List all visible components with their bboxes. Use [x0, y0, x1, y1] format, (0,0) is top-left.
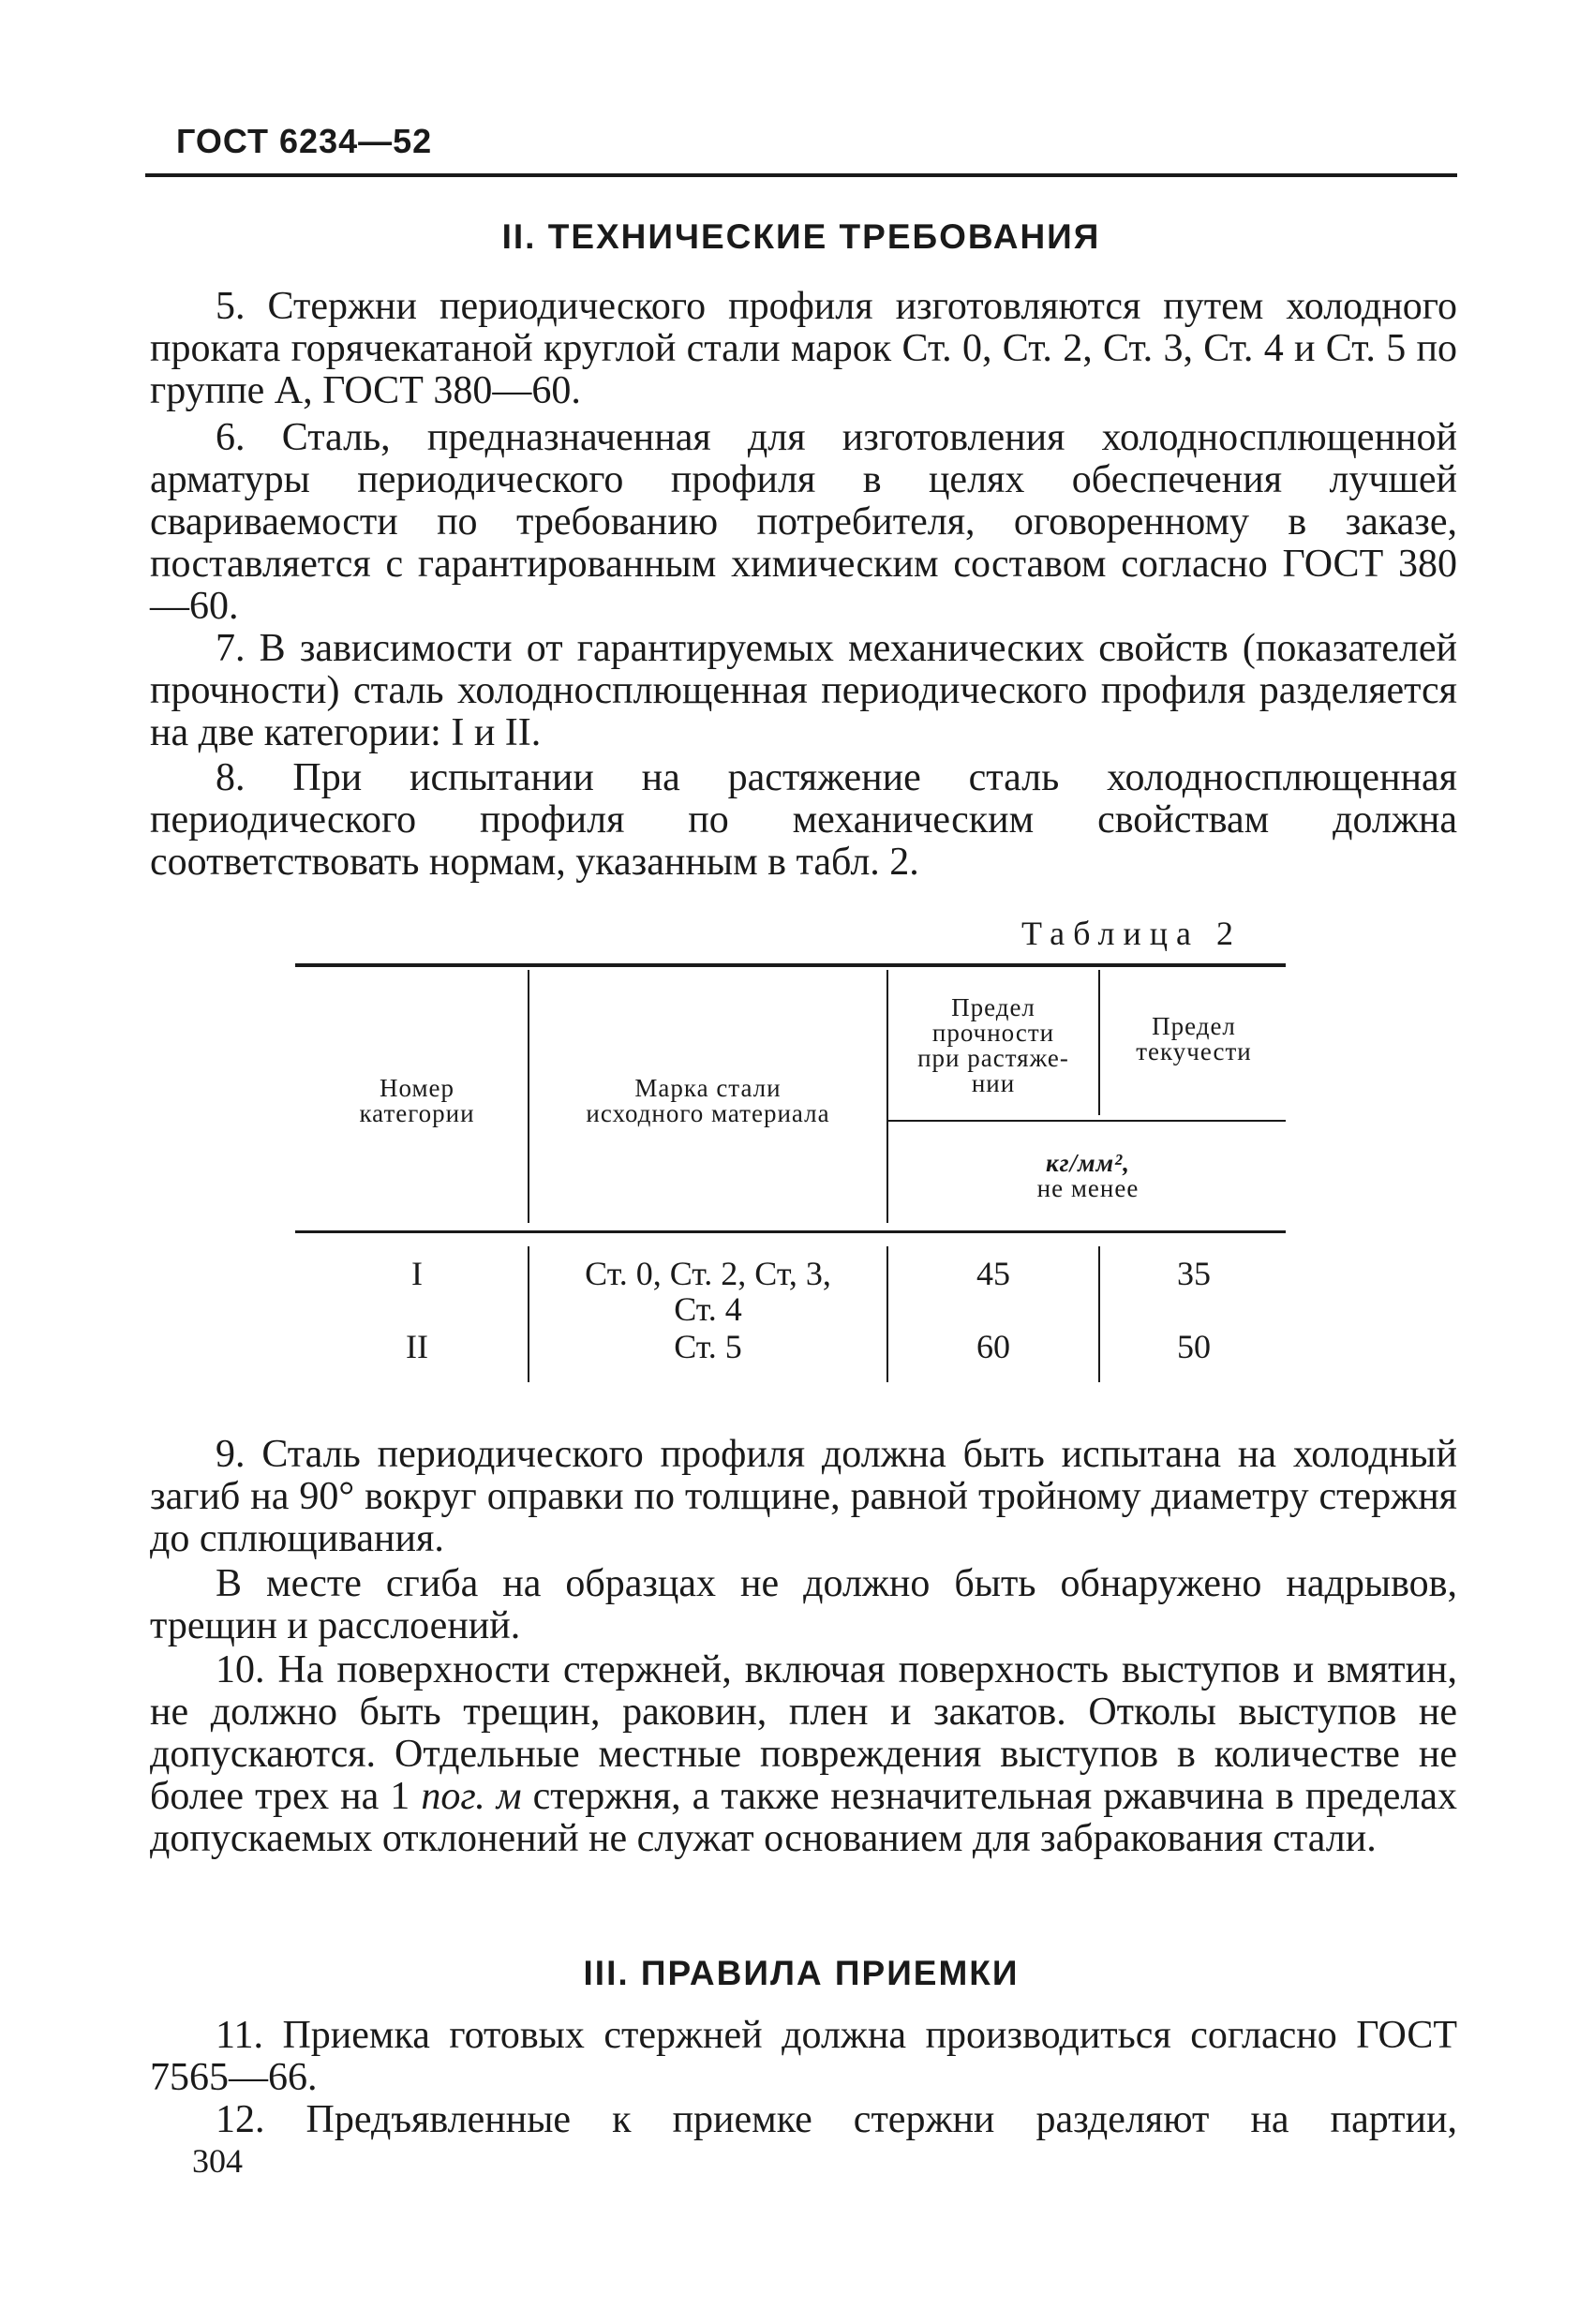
- cell-category: II: [406, 1328, 428, 1365]
- th-unit-line2: не менее: [1036, 1174, 1140, 1202]
- table-caption: Таблица 2: [1021, 915, 1242, 952]
- th-category: [309, 1076, 525, 1126]
- paragraph-10-text-b: стержня, а также незначительная ржавчина в пределах допускаемых отклонений не служат основанием для забракования стали.: [150, 1775, 1458, 1860]
- paragraph-5: 5. Стержни периодического профиля изготовляются путем холодного проката горячекатаной круглой стали марок Ст. 0, Ст. 2, Ст. 3, Ст. 4 и Ст. 5 по группе А, ГОСТ 380—60.: [150, 285, 1457, 412]
- cell-grade: [532, 1329, 884, 1364]
- th-steel-grade: [532, 1076, 884, 1126]
- cell-yield: 50: [1177, 1328, 1211, 1365]
- header-rule: [145, 173, 1457, 177]
- th-tensile-line3: при растяже-: [917, 1044, 1069, 1072]
- th-unit-line1: кг/мм²,: [1046, 1149, 1130, 1177]
- paragraph-10: [150, 1649, 1457, 1860]
- cell-grade-line2: Ст. 4: [674, 1290, 742, 1328]
- table-vline-2: [886, 970, 888, 1223]
- table-vline-3: [1098, 970, 1100, 1115]
- cell-tensile: 45: [976, 1255, 1010, 1292]
- cell-grade: [532, 1256, 884, 1327]
- th-yield-line1: Предел: [1152, 1012, 1236, 1040]
- cell-grade-line1: Ст. 0, Ст. 2, Ст, 3,: [585, 1255, 831, 1292]
- th-yield-line2: текучести: [1136, 1037, 1252, 1065]
- paragraph-11: 11. Приемка готовых стержней должна производиться согласно ГОСТ 7565—66.: [150, 2014, 1457, 2099]
- th-category-line1: Номер: [379, 1074, 455, 1102]
- table-vline-1: [528, 970, 529, 1223]
- cell-tensile: 60: [976, 1328, 1010, 1365]
- paragraph-6: 6. Сталь, предназначенная для изготовления холодносплющенной арматуры периодического профиля в целях обеспечения лучшей свариваемости по требованию потребителя, оговоренному в заказе, поставляется с гарантированным химическим составом согласно ГОСТ 380—60.: [150, 416, 1457, 628]
- table-vline-6: [1098, 1246, 1100, 1382]
- section-heading-acceptance-rules: III. ПРАВИЛА ПРИЕМКИ: [583, 1954, 1020, 1992]
- th-yield-strength: [1102, 1014, 1286, 1065]
- paragraph-12: 12. Предъявленные к приемке стержни разделяют на партии,: [216, 2098, 1457, 2141]
- table-unit-rule: [888, 1120, 1286, 1122]
- cell-category: I: [411, 1255, 423, 1292]
- paragraph-9-continued: В месте сгиба на образцах не должно быть обнаружено надрывов, трещин и расслоений.: [150, 1562, 1457, 1647]
- section-heading-technical-requirements: II. ТЕХНИЧЕСКИЕ ТРЕБОВАНИЯ: [501, 217, 1101, 256]
- table-header-rule: [295, 1230, 1286, 1233]
- th-tensile-line4: нии: [971, 1069, 1016, 1097]
- paragraph-10-text-a: 10. На поверхности стержней, включая поверхность выступов и вмятин, не должно быть трещин, раковин, плен и закатов. Отколы выступов не допускаются. Отдельные местные повреждения выступов в количестве не более трех на 1: [150, 1648, 1457, 1818]
- paragraph-9: 9. Сталь периодического профиля должна быть испытана на холодный загиб на 90° вокруг оправки по толщине, равной тройному диаметру стержня до сплющивания.: [150, 1433, 1457, 1560]
- table-vline-5: [886, 1246, 888, 1382]
- th-tensile-line2: прочности: [931, 1019, 1055, 1047]
- paragraph-8: 8. При испытании на растяжение сталь холодносплющенная периодического профиля по механическим свойствам должна соответствовать нормам, указанным в табл. 2.: [150, 756, 1457, 884]
- table-top-rule: [295, 963, 1286, 967]
- cell-yield: 35: [1177, 1255, 1211, 1292]
- th-tensile-strength: [890, 995, 1096, 1096]
- th-category-line2: категории: [359, 1099, 475, 1127]
- paragraph-10-unit: пог. м: [421, 1775, 522, 1818]
- paragraph-7: 7. В зависимости от гарантируемых механических свойств (показателей прочности) сталь холодносплющенная периодического профиля разделяется на две категории: I и II.: [150, 627, 1457, 754]
- th-tensile-line1: Предел: [951, 993, 1035, 1021]
- page-number: 304: [192, 2142, 243, 2180]
- th-grade-line1: Марка стали: [634, 1074, 782, 1102]
- cell-grade-line1: Ст. 5: [674, 1328, 742, 1365]
- th-unit: [890, 1151, 1286, 1201]
- table-vline-4: [528, 1246, 529, 1382]
- th-grade-line2: исходного материала: [586, 1099, 830, 1127]
- document-header: ГОСТ 6234—52: [176, 122, 433, 160]
